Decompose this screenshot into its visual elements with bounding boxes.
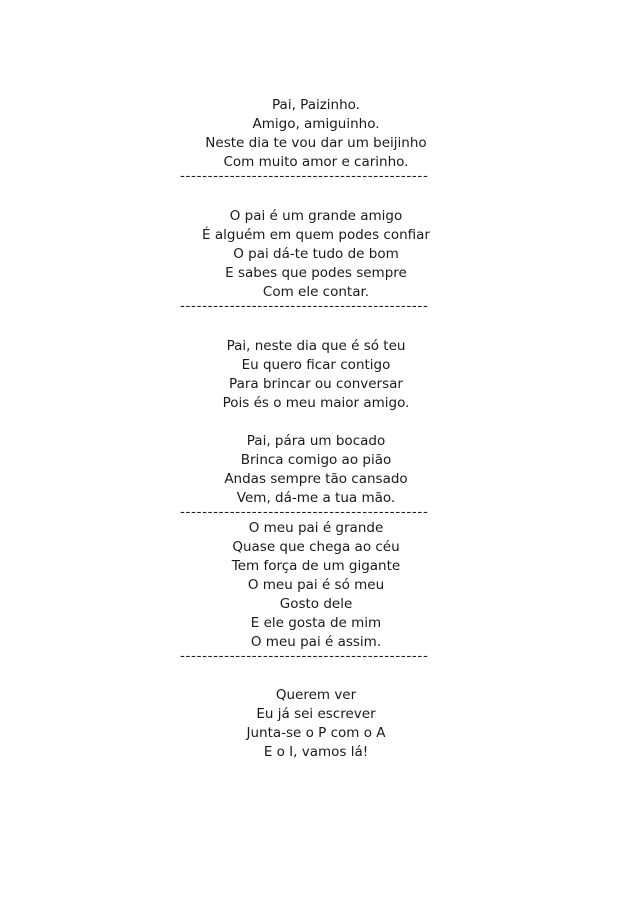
poem-line: O meu pai é só meu: [247, 577, 385, 593]
stanza-1: [180, 96, 452, 172]
poem-line: É alguém em quem podes confiar: [202, 227, 430, 243]
poem-line: Quase que chega ao céu: [232, 539, 400, 555]
poem-line: O pai é um grande amigo: [229, 208, 403, 224]
spacer: [180, 180, 452, 207]
poem-line: Pai, Paizinho.: [272, 97, 360, 113]
poem-line: Pai, pára um bocado: [246, 433, 386, 449]
stanza-6: [180, 686, 452, 762]
separator-line: ---------------------------------------------: [180, 172, 429, 180]
poem-line: Eu quero ficar contigo: [241, 357, 391, 373]
poem-line: Querem ver: [275, 687, 357, 703]
poem-line: Eu já sei escrever: [256, 706, 376, 722]
spacer: [180, 310, 452, 337]
poem-line: Pai, neste dia que é só teu: [226, 338, 406, 354]
poem-line: Brinca comigo ao pião: [240, 452, 392, 468]
poem-line: Com muito amor e carinho.: [223, 154, 409, 170]
poem-line: E ele gosta de mim: [250, 615, 382, 631]
poem-line: Pois és o meu maior amigo.: [222, 395, 410, 411]
stanza-4: [180, 432, 452, 508]
poem-line: Neste dia te vou dar um beijinho: [205, 135, 427, 151]
stanza-5: [180, 519, 452, 652]
poem-line: Tem força de um gigante: [231, 558, 401, 574]
poem-line: Junta-se o P com o A: [246, 725, 386, 741]
poem-line: E o I, vamos lá!: [263, 744, 369, 760]
stanza-3: [180, 337, 452, 413]
stanza-2: [180, 207, 452, 302]
poem-line: Gosto dele: [279, 596, 353, 612]
separator-line: ---------------------------------------------: [180, 508, 429, 516]
separator-line: ---------------------------------------------: [180, 652, 429, 660]
spacer: [180, 413, 452, 432]
poem-line: Andas sempre tão cansado: [224, 471, 408, 487]
poem-line: O meu pai é assim.: [250, 634, 382, 650]
poem-line: E sabes que podes sempre: [225, 265, 407, 281]
poem-line: O pai dá-te tudo de bom: [233, 246, 399, 262]
poem-line: O meu pai é grande: [248, 520, 384, 536]
poem-line: Para brincar ou conversar: [229, 376, 403, 392]
separator-line: ---------------------------------------------: [180, 302, 429, 310]
poem-line: Amigo, amiguinho.: [252, 116, 380, 132]
spacer: [180, 660, 452, 686]
poem-line: Com ele contar.: [262, 284, 370, 300]
poem-document: [180, 96, 452, 762]
poem-line: Vem, dá-me a tua mão.: [236, 490, 396, 506]
